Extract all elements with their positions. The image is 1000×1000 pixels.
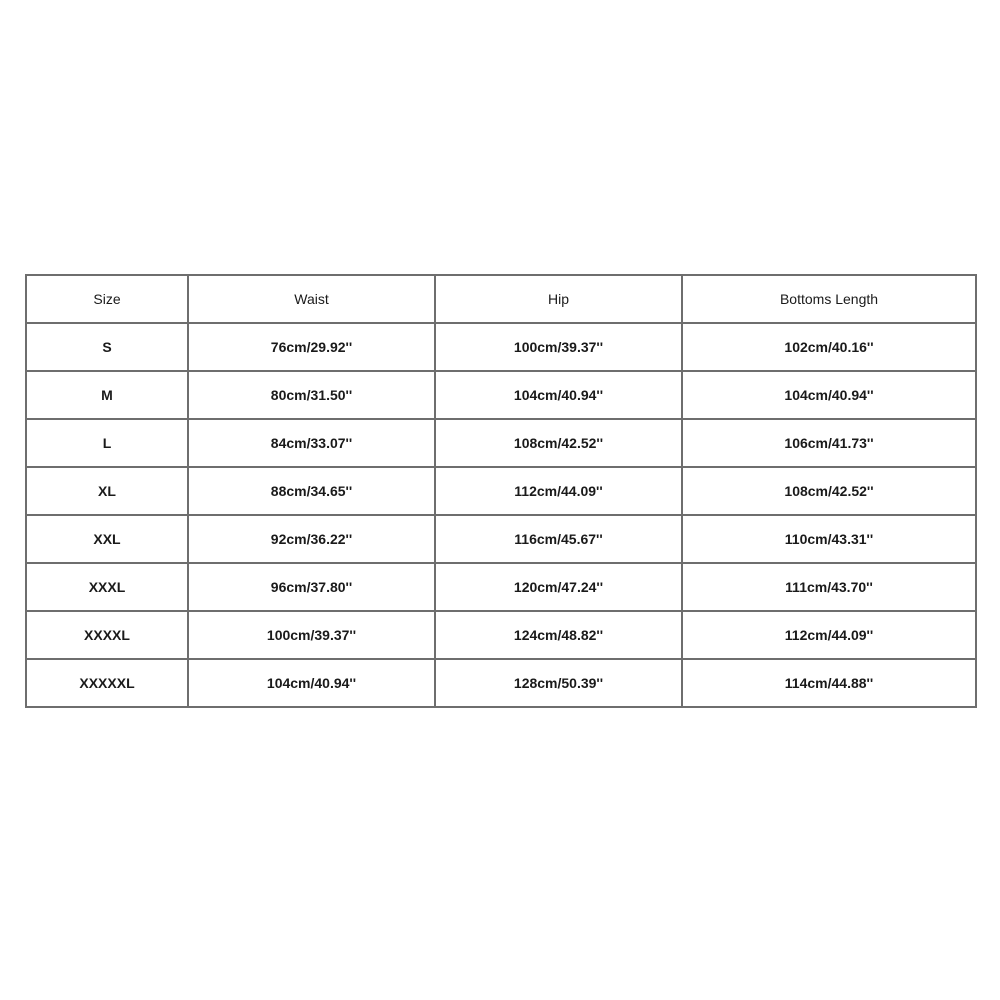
table-row <box>26 419 976 467</box>
cell-bottoms-length: 114cm/44.88'' <box>682 659 976 707</box>
table-row <box>26 563 976 611</box>
cell-size: XXXL <box>26 563 188 611</box>
cell-waist: 100cm/39.37'' <box>188 611 435 659</box>
cell-hip: 104cm/40.94'' <box>435 371 682 419</box>
cell-hip: 120cm/47.24'' <box>435 563 682 611</box>
table-header <box>26 275 976 323</box>
cell-hip: 100cm/39.37'' <box>435 323 682 371</box>
cell-waist: 92cm/36.22'' <box>188 515 435 563</box>
cell-waist: 104cm/40.94'' <box>188 659 435 707</box>
cell-size: XXXXL <box>26 611 188 659</box>
cell-size: XXL <box>26 515 188 563</box>
cell-hip: 124cm/48.82'' <box>435 611 682 659</box>
cell-waist: 80cm/31.50'' <box>188 371 435 419</box>
table-row <box>26 467 976 515</box>
cell-hip: 108cm/42.52'' <box>435 419 682 467</box>
cell-waist: 76cm/29.92'' <box>188 323 435 371</box>
cell-size: S <box>26 323 188 371</box>
cell-waist: 96cm/37.80'' <box>188 563 435 611</box>
cell-hip: 116cm/45.67'' <box>435 515 682 563</box>
cell-bottoms-length: 102cm/40.16'' <box>682 323 976 371</box>
cell-bottoms-length: 110cm/43.31'' <box>682 515 976 563</box>
cell-size: XXXXXL <box>26 659 188 707</box>
cell-size: XL <box>26 467 188 515</box>
table-row <box>26 515 976 563</box>
header-waist: Waist <box>188 275 435 323</box>
cell-waist: 88cm/34.65'' <box>188 467 435 515</box>
header-bottoms-length: Bottoms Length <box>682 275 976 323</box>
table-row <box>26 611 976 659</box>
header-size: Size <box>26 275 188 323</box>
cell-bottoms-length: 106cm/41.73'' <box>682 419 976 467</box>
cell-size: M <box>26 371 188 419</box>
size-chart-table <box>25 274 977 708</box>
cell-hip: 112cm/44.09'' <box>435 467 682 515</box>
cell-size: L <box>26 419 188 467</box>
table-body <box>26 323 976 707</box>
cell-bottoms-length: 111cm/43.70'' <box>682 563 976 611</box>
cell-bottoms-length: 108cm/42.52'' <box>682 467 976 515</box>
table-row <box>26 371 976 419</box>
cell-bottoms-length: 104cm/40.94'' <box>682 371 976 419</box>
cell-waist: 84cm/33.07'' <box>188 419 435 467</box>
header-hip: Hip <box>435 275 682 323</box>
cell-hip: 128cm/50.39'' <box>435 659 682 707</box>
header-row <box>26 275 976 323</box>
cell-bottoms-length: 112cm/44.09'' <box>682 611 976 659</box>
table-row <box>26 659 976 707</box>
table-row <box>26 323 976 371</box>
